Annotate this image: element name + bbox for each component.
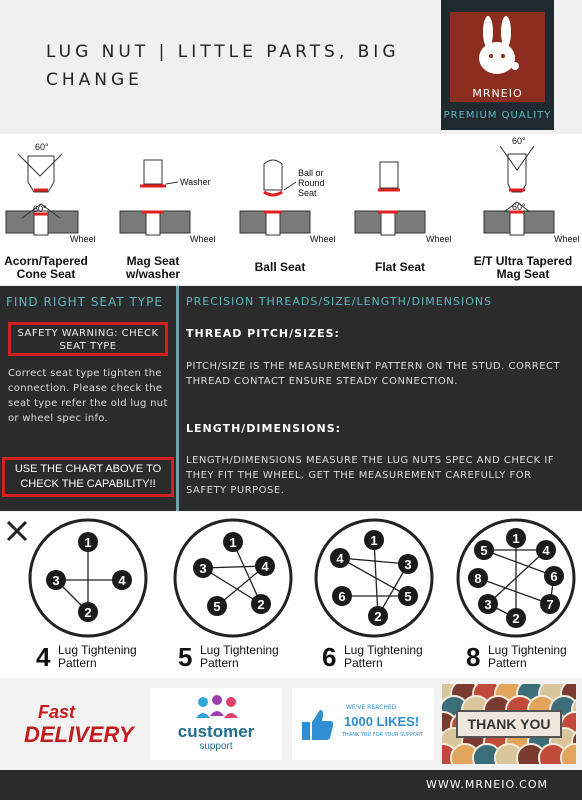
lug-number: 2 (84, 605, 92, 620)
lug-number: 3 (52, 573, 60, 588)
pattern-text-4: Lug Tightening Pattern (58, 643, 137, 670)
likes-badge (292, 688, 434, 760)
lug-number: 4 (336, 551, 344, 566)
seat-label-ball: Ball Seat (254, 260, 306, 274)
lug-number: 1 (370, 533, 378, 548)
mag-nut (144, 160, 162, 184)
lug-number: 2 (257, 597, 265, 612)
fast-text: Fast (38, 702, 76, 722)
chart-note: USE THE CHART ABOVE TO CHECK THE CAPABILITY!! (2, 457, 174, 497)
pattern-text-6: Lug Tightening Pattern (344, 643, 423, 670)
lug-number: 8 (474, 571, 482, 586)
svg-text:Wheel: Wheel (554, 234, 580, 244)
threads-heading: PRECISION THREADS/SIZE/LENGTH/DIMENSIONS (186, 295, 493, 308)
pattern-count-4: 4 (36, 642, 51, 672)
lug-number: 1 (512, 531, 520, 546)
lug-number: 1 (229, 535, 237, 550)
info-section (0, 286, 582, 511)
ball-nut (264, 160, 282, 190)
support-text: support (199, 741, 233, 752)
safety-warning: SAFETY WARNING: CHECK SEAT TYPE (8, 322, 168, 356)
pattern-text-5: Lug Tightening Pattern (200, 643, 279, 670)
lug-number: 6 (338, 589, 346, 604)
people-icon (194, 694, 240, 720)
lug-number: 5 (480, 543, 488, 558)
footer-url[interactable]: WWW.MRNEIO.COM (426, 778, 548, 791)
pattern-count-8: 8 (466, 642, 481, 672)
seat-label-flat: Flat Seat (374, 260, 425, 274)
thank-you-badge (442, 684, 576, 764)
likes-text: 1000 LIKES! (344, 714, 420, 729)
tagline: PREMIUM QUALITY (443, 110, 552, 121)
lug-number: 5 (404, 589, 412, 604)
page-title: LUG NUT | LITTLE PARTS, BIG CHANGE (46, 42, 400, 90)
lug-number: 2 (512, 611, 520, 626)
thank-you-text: THANK YOU (456, 710, 562, 738)
svg-text:Wheel: Wheel (190, 234, 216, 244)
angle-label-top-acorn: 60° (35, 142, 49, 152)
et-nut (508, 154, 526, 192)
svg-text:Wheel: Wheel (310, 234, 336, 244)
wrench-icon (8, 522, 26, 540)
angle-label-bottom-acorn: 60° (33, 204, 47, 214)
pattern-text-8: Lug Tightening Pattern (488, 643, 567, 670)
pattern-count-6: 6 (322, 642, 337, 672)
lug-number: 4 (542, 543, 550, 558)
customer-support-badge (150, 688, 282, 760)
angle-label-bottom-et: 60° (512, 202, 526, 212)
acorn-nut (28, 156, 54, 192)
ball-label-line1: Ball or (298, 168, 324, 178)
lug-number: 4 (118, 573, 126, 588)
lug-number: 6 (550, 569, 558, 584)
badge-strip (0, 678, 582, 770)
pattern-count-5: 5 (178, 642, 193, 672)
seat-type-panel (0, 286, 176, 511)
seat-type-text: Correct seat type tighten the connection. Please check the seat type refer the old lug nut or wheel spec info. (8, 368, 168, 424)
lug-number: 1 (84, 535, 92, 550)
reached-text: WE'VE REACHED (346, 704, 397, 711)
wheel-label: Wheel (70, 234, 96, 244)
lug-number: 2 (374, 609, 382, 624)
seat-label-et: E/T Ultra Tapered Mag Seat (473, 254, 573, 281)
lug-number: 3 (199, 561, 207, 576)
delivery-text: DELIVERY (24, 722, 134, 747)
lug-number: 5 (213, 599, 221, 614)
seat-label-mag: Mag Seat w/washer (125, 254, 181, 281)
pitch-heading: THREAD PITCH/SIZES: (186, 327, 340, 340)
flat-nut (380, 162, 398, 188)
footer (0, 770, 582, 800)
lug-number: 3 (484, 597, 492, 612)
length-heading: LENGTH/DIMENSIONS: (186, 422, 342, 435)
divider (176, 286, 179, 511)
seat-label-acorn: Acorn/Tapered Cone Seat (4, 254, 88, 281)
svg-text:Round: Round (298, 178, 325, 188)
thanks-support-text: THANK YOU FOR YOUR SUPPORT (342, 732, 424, 738)
seat-type-heading: FIND RIGHT SEAT TYPE (6, 295, 163, 309)
lug-number: 3 (404, 557, 412, 572)
lug-pattern-section (0, 512, 582, 678)
lug-number: 7 (546, 597, 554, 612)
length-text: LENGTH/DIMENSIONS MEASURE THE LUG NUTS SPEC AND CHECK IF THEY FIT THE WHEEL. GET THE MEASUREMENT CAREFULLY FOR SAFETY PURPOSE. (186, 455, 555, 496)
svg-text:Seat: Seat (298, 188, 317, 198)
svg-text:Wheel: Wheel (426, 234, 452, 244)
brand-panel (441, 0, 554, 130)
seat-type-chart (0, 134, 582, 284)
customer-text: customer (177, 722, 255, 741)
header (0, 0, 582, 134)
rabbit-icon (450, 12, 545, 84)
fast-delivery-badge (8, 688, 142, 760)
thumbs-up-icon (300, 708, 334, 742)
sequence-arrow (488, 550, 546, 604)
washer-label: Washer (180, 177, 211, 187)
lug-number: 4 (261, 559, 269, 574)
brand-name: MRNEIO (472, 87, 523, 100)
angle-label-top-et: 60° (512, 136, 526, 146)
brand-logo (450, 12, 545, 102)
pitch-text: PITCH/SIZE IS THE MEASUREMENT PATTERN ON THE STUD. CORRECT THREAD CONTACT ENSURE STEADY CONNECTION. (186, 361, 561, 387)
